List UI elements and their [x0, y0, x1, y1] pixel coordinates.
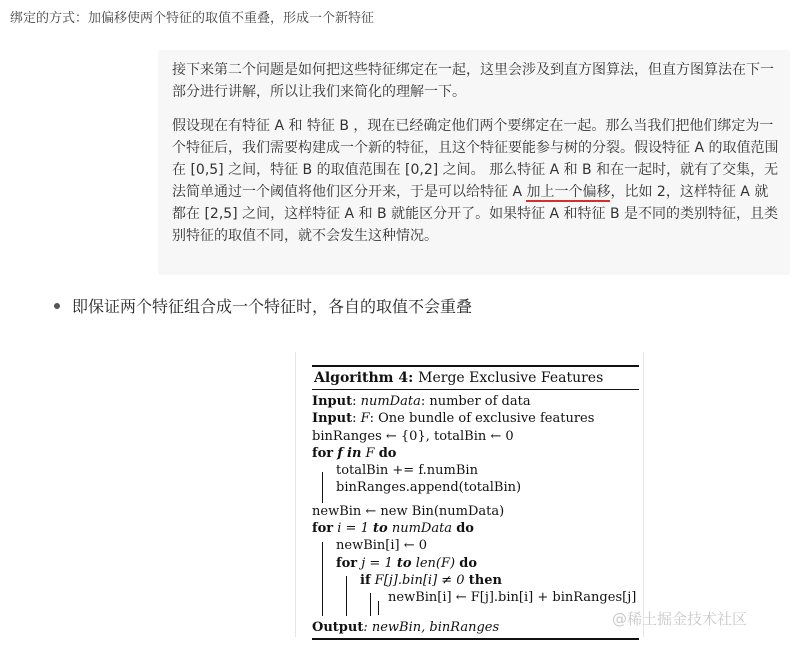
quote-box: [158, 50, 790, 275]
quote-text-after: ，比如 2，这样特征 A 就都在 [2,5] 之间，这样特征 A 和 B 就能区分开了。如果特征 A 和特征 B 是不同的类别特征，且类别特征的取值不同，就不会发生这种情况。: [172, 184, 779, 244]
title-rule: [312, 389, 639, 390]
algo-line-for-i: for i = 1 to numData do: [312, 521, 474, 537]
page-heading: 绑定的方式：加偏移使两个特征的取值不重叠，形成一个新特征: [10, 11, 375, 26]
bottom-rule: [312, 638, 639, 640]
bullet-dot-icon: [54, 303, 60, 309]
highlighted-phrase: 加上一个偏移: [526, 184, 611, 200]
algo-output: Output: newBin, binRanges: [312, 619, 500, 635]
bullet-item: [54, 294, 472, 320]
algo-line-init: newBin[i] ← 0: [336, 538, 428, 554]
algo-line-binranges: binRanges ← {0}, totalBin ← 0: [312, 428, 514, 444]
quote-paragraph-2: [172, 115, 782, 247]
algorithm-box: [312, 365, 639, 640]
loop-bar-for-f: [322, 472, 323, 503]
loop-bar-then: [378, 601, 379, 615]
quote-text-before: 假设现在有特征 A 和 特征 B ，现在已经确定他们两个要绑定在一起。那么当我们把他们绑定为一个特征后，我们需要构建成一个新的特征，且这个特征要能参与树的分裂。假设特征 A 的取值范围在 [0,5] 之间，特征 B 的取值范围在 [0,2] 之间。 那么特征 A 和 B 和在一起时，就有了交集，无法简单通过一个阈值将他们区分开来，于是可以给特征 A: [172, 118, 779, 200]
algo-input-1: Input: numData: number of data: [312, 394, 531, 409]
algorithm-title: Algorithm 4: Merge Exclusive Features: [314, 370, 604, 386]
loop-bar-for-i: [322, 542, 323, 616]
quote-paragraph-1: 接下来第二个问题是如何把这些特征绑定在一起，这里会涉及到直方图算法，但直方图算法在下一部分进行讲解，所以让我们来简化的理解一下。: [172, 62, 774, 100]
algo-line-assign: newBin[i] ← F[j].bin[i] + binRanges[j]: [388, 590, 637, 606]
algo-line-for-j: for j = 1 to len(F) do: [336, 555, 477, 571]
algo-line-for-f: for f in F do: [312, 445, 397, 461]
algo-line-append: binRanges.append(totalBin): [336, 480, 522, 496]
loop-bar-for-j: [346, 576, 347, 616]
algo-input-2: Input: F: One bundle of exclusive features: [312, 411, 595, 427]
algo-line-newbin: newBin ← new Bin(numData): [312, 503, 505, 519]
algo-line-if: if F[j].bin[i] ≠ 0 then: [360, 572, 502, 588]
algo-line-totalbin: totalBin += f.numBin: [336, 463, 478, 479]
loop-bar-if: [370, 593, 371, 616]
bullet-text: 即保证两个特征组合成一个特征时，各自的取值不会重叠: [72, 297, 473, 316]
watermark: @稀土掘金技术社区: [612, 610, 748, 628]
algorithm-figure: [295, 352, 644, 637]
